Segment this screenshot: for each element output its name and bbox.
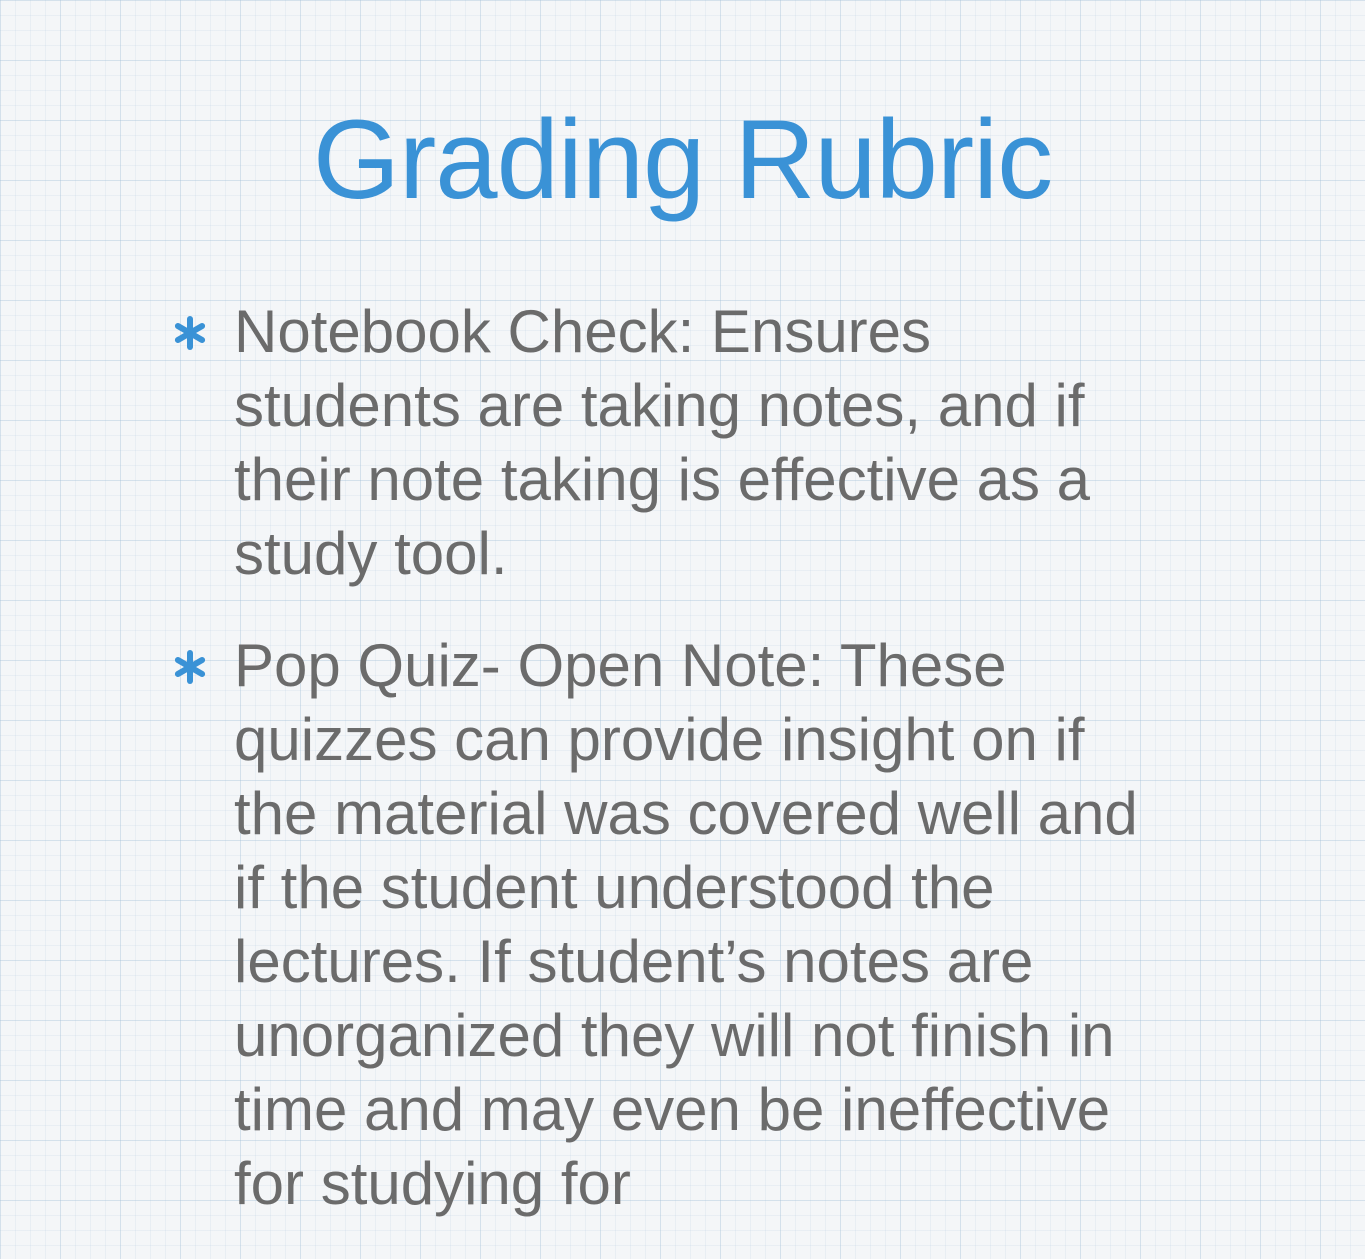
bullet-text: Notebook Check: Ensures students are taking notes, and if their note taking is effective as a study tool. [234,298,1091,587]
bullet-item-notebook-check [170,295,1170,591]
bullet-text: Pop Quiz- Open Note: These quizzes can provide insight on if the material was covered well and if the student understood the lectures. If student’s notes are unorganized they will not finish in time and may even be ineffective for studying for [234,632,1138,1217]
asterisk-icon [172,649,208,685]
slide-title: Grading Rubric [312,97,1053,222]
bullet-item-pop-quiz [170,629,1170,1221]
asterisk-icon [172,315,208,351]
bullet-list [170,295,1170,1259]
